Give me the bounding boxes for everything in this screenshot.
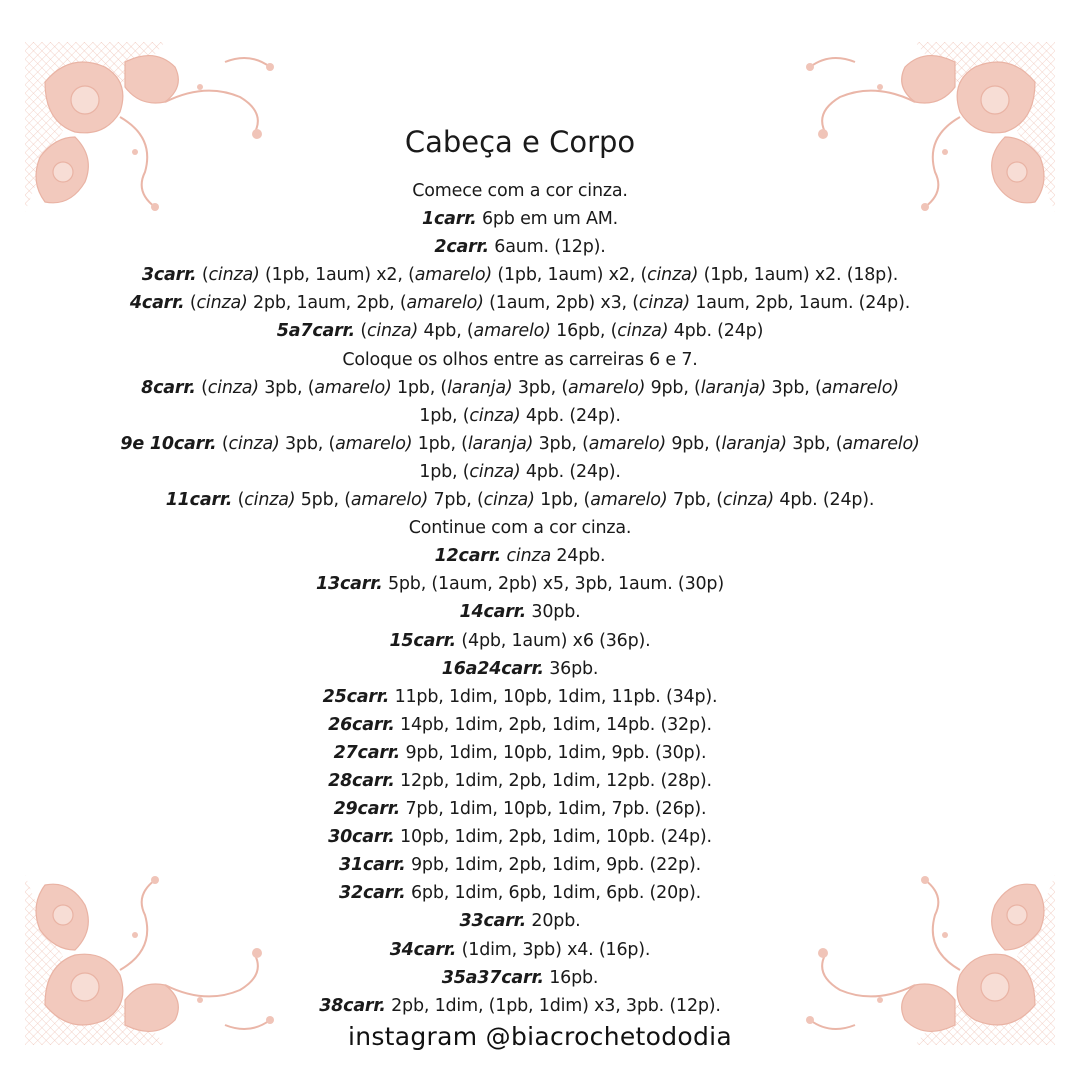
- color-name: cinza): [207, 377, 259, 398]
- pattern-line: [0, 514, 1040, 542]
- instruction-text: (: [196, 265, 209, 286]
- color-name: cinza: [506, 546, 551, 567]
- pattern-line: [0, 486, 1040, 514]
- instruction-text: 9pb, (: [645, 377, 701, 398]
- row-label: 28carr.: [328, 770, 395, 791]
- instruction-text: 16pb.: [543, 967, 599, 988]
- pattern-line: [0, 458, 1040, 486]
- instruction-text: 3pb, (: [533, 433, 589, 454]
- color-name: cinza): [647, 265, 699, 286]
- row-label: 9e 10carr.: [120, 433, 217, 454]
- color-name: laranja): [721, 433, 787, 454]
- color-name: laranja): [447, 377, 513, 398]
- instruction-text: 11pb, 1dim, 10pb, 1dim, 11pb. (34p).: [389, 686, 718, 707]
- instruction-text: 1pb, (: [412, 433, 468, 454]
- instruction-text: 9pb, (: [665, 433, 722, 454]
- instruction-text: 9pb, 1dim, 2pb, 1dim, 9pb. (22p).: [405, 855, 701, 876]
- pattern-line: [0, 317, 1040, 345]
- color-name: cinza): [483, 490, 535, 511]
- pattern-line: [0, 289, 1040, 317]
- instruction-text: 3pb, (: [786, 433, 843, 454]
- pattern-line: [0, 598, 1040, 626]
- instruction-text: 36pb.: [543, 658, 599, 679]
- color-name: amarelo): [821, 377, 899, 398]
- color-name: amarelo): [588, 433, 666, 454]
- row-label: 26carr.: [328, 714, 395, 735]
- instruction-text: 3pb, (: [279, 433, 336, 454]
- instruction-text: 9pb, 1dim, 10pb, 1dim, 9pb. (30p).: [400, 742, 707, 763]
- pattern-line: [0, 627, 1040, 655]
- color-name: amarelo): [567, 377, 646, 398]
- row-label: 15carr.: [389, 630, 457, 651]
- instruction-text: 1aum, 2pb, 1aum. (24p).: [690, 293, 911, 314]
- pattern-line: [0, 767, 1040, 795]
- row-label: 29carr.: [333, 799, 401, 820]
- color-name: cinza): [469, 405, 521, 426]
- instruction-text: (4pb, 1aum) x6 (36p).: [456, 630, 651, 651]
- pattern-line: [0, 823, 1040, 851]
- pattern-line: [0, 570, 1040, 598]
- row-label: 34carr.: [389, 939, 457, 960]
- instruction-text: (1pb, 1aum) x2, (: [491, 265, 648, 286]
- instruction-text: 2pb, 1dim, (1pb, 1dim) x3, 3pb. (12p).: [385, 995, 721, 1016]
- instruction-text: 30pb.: [526, 602, 581, 623]
- instruction-text: Comece com a cor cinza.: [412, 181, 628, 201]
- row-label: 2carr.: [434, 237, 489, 258]
- row-label: 3carr.: [141, 265, 197, 286]
- color-name: cinza): [617, 321, 669, 342]
- row-label: 31carr.: [339, 855, 406, 876]
- instruction-text: 5pb, (1aum, 2pb) x5, 3pb, 1aum. (30p): [382, 574, 724, 595]
- instruction-text: 3pb, (: [766, 377, 822, 398]
- pattern-line: [0, 374, 1040, 402]
- instruction-text: 10pb, 1dim, 2pb, 1dim, 10pb. (24p).: [394, 827, 712, 848]
- color-name: cinza): [228, 433, 280, 454]
- instruction-text: (: [354, 321, 367, 342]
- row-label: 25carr.: [322, 686, 390, 707]
- instruction-text: (1dim, 3pb) x4. (16p).: [456, 939, 651, 960]
- instruction-text: 6aum. (12p).: [488, 237, 606, 258]
- instruction-text: 4pb. (24p).: [774, 490, 875, 511]
- color-name: cinza): [208, 265, 260, 286]
- color-name: cinza): [638, 293, 690, 314]
- instruction-text: 1pb, (: [534, 490, 591, 511]
- pattern-line: [0, 177, 1040, 205]
- row-label: 5a7carr.: [276, 321, 355, 342]
- instruction-text: 3pb, (: [258, 377, 315, 398]
- row-label: 1carr.: [422, 209, 477, 230]
- color-name: laranja): [700, 377, 767, 398]
- instruction-text: Continue com a cor cinza.: [408, 518, 632, 539]
- pattern-line: [0, 992, 1040, 1020]
- pattern-line: [0, 430, 1040, 458]
- color-name: amarelo): [473, 321, 551, 342]
- color-name: amarelo): [842, 433, 920, 454]
- pattern-line: [0, 907, 1040, 935]
- row-label: 12carr.: [434, 546, 502, 567]
- pattern-line: [0, 542, 1040, 570]
- pattern-line: [0, 851, 1040, 879]
- instruction-text: 7pb, (: [428, 490, 484, 511]
- pattern-line: [0, 739, 1040, 767]
- instruction-text: 1pb, (: [391, 377, 448, 398]
- pattern-line: [0, 655, 1040, 683]
- instruction-text: 24pb.: [551, 546, 606, 567]
- instruction-text: (1aum, 2pb) x3, (: [483, 293, 639, 314]
- instruction-text: 5pb, (: [295, 490, 351, 511]
- pattern-line: [0, 711, 1040, 739]
- instruction-text: 7pb, (: [667, 490, 723, 511]
- instruction-text: (: [232, 490, 245, 511]
- instagram-handle: instagram @biacrochetododia: [347, 1022, 733, 1051]
- color-name: cinza): [469, 461, 521, 482]
- color-name: cinza): [722, 490, 775, 511]
- instruction-text: 14pb, 1dim, 2pb, 1dim, 14pb. (32p).: [394, 714, 712, 735]
- row-label: 4carr.: [129, 293, 185, 314]
- pattern-line: [0, 879, 1040, 907]
- pattern-line: [0, 795, 1040, 823]
- row-label: 13carr.: [316, 574, 383, 595]
- pattern-instructions: [0, 177, 1040, 1020]
- color-name: amarelo): [335, 433, 413, 454]
- row-label: 32carr.: [339, 883, 406, 904]
- instruction-text: 2pb, 1aum, 2pb, (: [247, 293, 407, 314]
- color-name: amarelo): [406, 293, 484, 314]
- page-title: Cabeça e Corpo: [404, 125, 636, 160]
- row-label: 16a24carr.: [441, 658, 544, 679]
- row-label: 35a37carr.: [441, 967, 544, 988]
- pattern-line: [0, 261, 1040, 289]
- instruction-text: 20pb.: [526, 911, 581, 932]
- pattern-line: [0, 402, 1040, 430]
- instruction-text: 1pb, (: [419, 461, 470, 482]
- instruction-text: (1pb, 1aum) x2. (18p).: [698, 265, 899, 286]
- instruction-text: (: [216, 433, 229, 454]
- row-label: 27carr.: [333, 742, 401, 763]
- color-name: cinza): [196, 293, 248, 314]
- instruction-text: 6pb, 1dim, 6pb, 1dim, 6pb. (20p).: [405, 883, 701, 904]
- instruction-text: 3pb, (: [512, 377, 568, 398]
- pattern-line: [0, 964, 1040, 992]
- pattern-line: [0, 233, 1040, 261]
- instruction-text: 4pb, (: [418, 321, 474, 342]
- instruction-text: 4pb. (24p): [668, 321, 764, 342]
- instruction-text: Coloque os olhos entre as carreiras 6 e 7.: [342, 349, 698, 370]
- color-name: laranja): [467, 433, 534, 454]
- instruction-text: (1pb, 1aum) x2, (: [259, 265, 415, 286]
- instruction-text: 4pb. (24p).: [520, 461, 621, 482]
- instruction-text: 12pb, 1dim, 2pb, 1dim, 12pb. (28p).: [394, 770, 712, 791]
- instruction-text: 1pb, (: [419, 405, 470, 426]
- instruction-text: 16pb, (: [550, 321, 618, 342]
- color-name: amarelo): [350, 490, 429, 511]
- instruction-text: (: [195, 377, 208, 398]
- row-label: 14carr.: [459, 602, 527, 623]
- color-name: amarelo): [590, 490, 668, 511]
- color-name: cinza): [244, 490, 296, 511]
- instruction-text: 7pb, 1dim, 10pb, 1dim, 7pb. (26p).: [400, 799, 707, 820]
- instruction-text: (: [184, 293, 197, 314]
- pattern-line: [0, 205, 1040, 233]
- pattern-line: [0, 346, 1040, 374]
- instruction-text: 4pb. (24p).: [520, 405, 621, 426]
- instruction-text: 6pb em um AM.: [476, 209, 618, 230]
- color-name: amarelo): [414, 265, 492, 286]
- row-label: 38carr.: [319, 995, 386, 1016]
- row-label: 30carr.: [328, 827, 395, 848]
- row-label: 11carr.: [165, 490, 233, 511]
- pattern-line: [0, 683, 1040, 711]
- pattern-line: [0, 936, 1040, 964]
- color-name: amarelo): [314, 377, 392, 398]
- color-name: cinza): [366, 321, 419, 342]
- row-label: 33carr.: [459, 911, 527, 932]
- row-label: 8carr.: [141, 377, 196, 398]
